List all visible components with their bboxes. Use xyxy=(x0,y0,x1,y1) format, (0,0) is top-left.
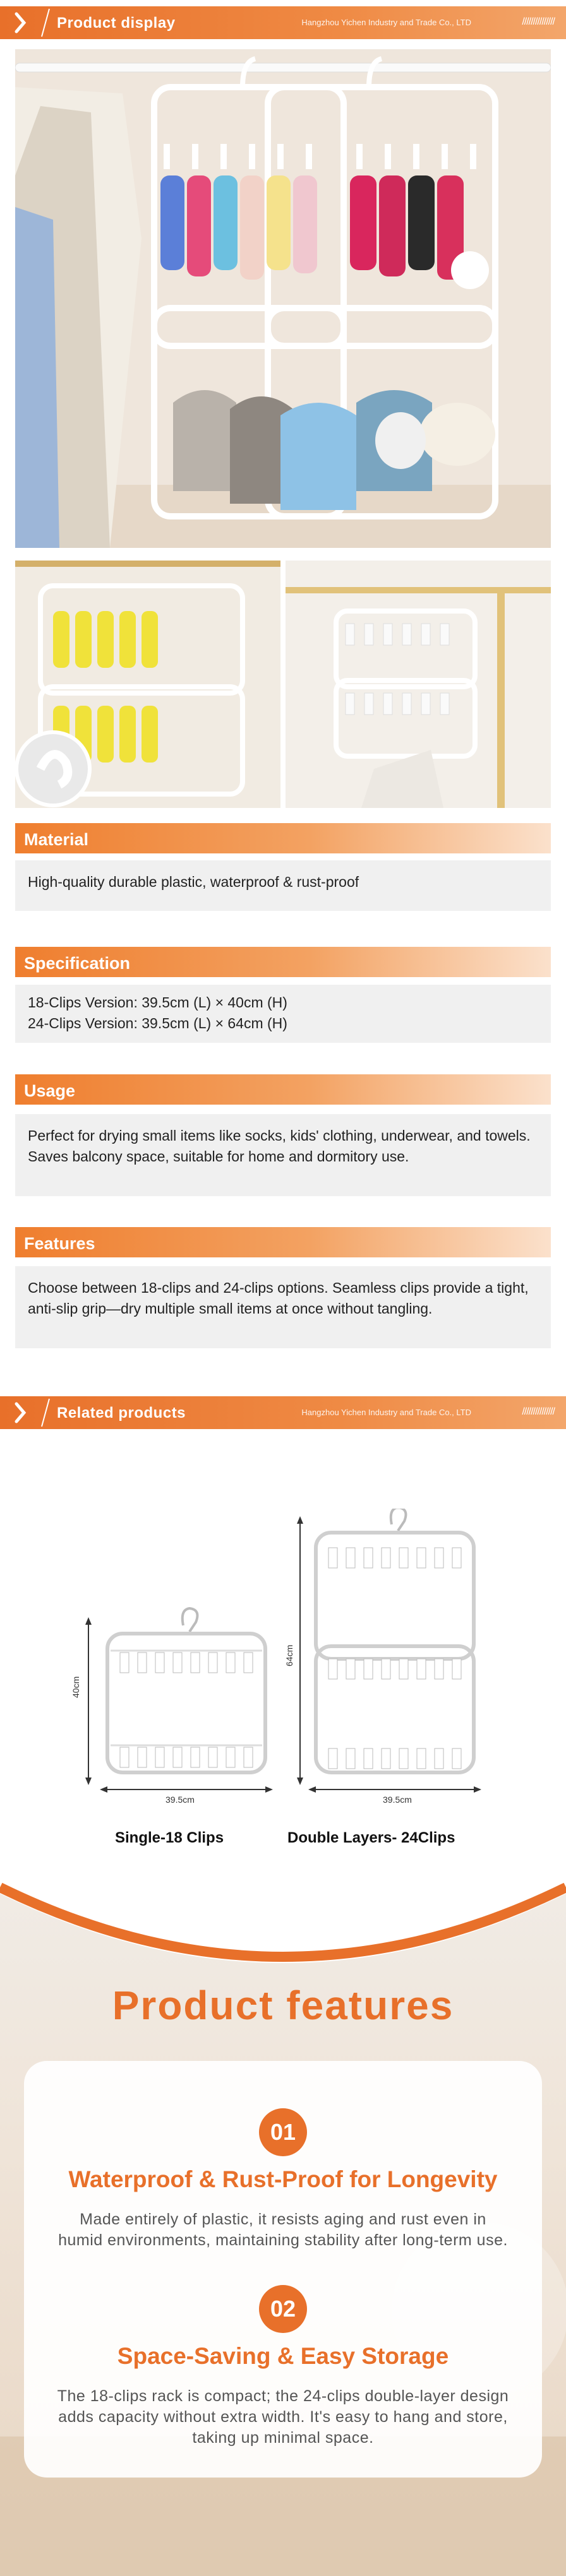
material-box xyxy=(15,860,551,911)
product-photo-main xyxy=(15,49,551,548)
usage-box xyxy=(15,1114,551,1196)
chevron-right-icon xyxy=(9,1400,34,1425)
banner-title: Related products xyxy=(57,1404,186,1422)
divider-slash-icon xyxy=(38,6,52,39)
specification-heading xyxy=(15,947,551,977)
features-heading xyxy=(15,1227,551,1257)
single-height-label: 40cm xyxy=(71,1676,81,1698)
specification-title: Specification xyxy=(24,954,131,973)
product-photo-yellow-socks xyxy=(15,561,280,808)
product-photo-gold-rack xyxy=(286,561,551,808)
double-product-label: Double Layers- 24Clips xyxy=(287,1829,455,1846)
usage-title: Usage xyxy=(24,1081,76,1100)
single-product-label: Single-18 Clips xyxy=(115,1829,224,1846)
features-title: Features xyxy=(24,1234,95,1253)
related-products-diagram xyxy=(0,1509,566,1812)
divider-slash-icon xyxy=(38,1396,52,1429)
single-width-label: 39.5cm xyxy=(166,1795,195,1805)
usage-heading xyxy=(15,1074,551,1105)
feature-1-heading: Waterproof & Rust-Proof for Longevity xyxy=(68,2166,498,2192)
double-rack-drawing xyxy=(297,1509,481,1793)
banner-slashes: /////////////// xyxy=(522,16,555,27)
rack-with-socks-and-caps-image xyxy=(15,49,551,548)
feature-1-text: Made entirely of plastic, it resists aging and rust even in humid environments, maintaining stability after long-term use. xyxy=(58,2211,508,2249)
related-products-banner xyxy=(0,1396,566,1429)
features-box xyxy=(15,1266,551,1348)
material-text: High-quality durable plastic, waterproof & rust-proof xyxy=(28,874,359,890)
feature-2-number: 02 xyxy=(259,2285,307,2333)
material-heading xyxy=(15,823,551,853)
chevron-right-icon xyxy=(9,10,34,35)
double-width-label: 39.5cm xyxy=(383,1795,412,1805)
banner-company: Hangzhou Yichen Industry and Trade Co., LTD xyxy=(301,1408,471,1417)
single-rack-drawing xyxy=(85,1608,273,1793)
banner-slashes: /////////////// xyxy=(522,1406,555,1417)
material-title: Material xyxy=(24,830,89,849)
double-height-label: 64cm xyxy=(284,1644,294,1666)
banner-title: Product display xyxy=(57,15,176,32)
specification-box xyxy=(15,985,551,1043)
product-display-banner xyxy=(0,6,566,39)
specification-line-2: 24-Clips Version: 39.5cm (L) × 64cm (H) xyxy=(28,1015,287,1031)
feature-1-number: 01 xyxy=(259,2108,307,2156)
rack-with-yellow-socks-image xyxy=(15,561,280,808)
usage-text: Perfect for drying small items like socks, kids' clothing, underwear, and towels. Saves balcony space, suitable for home and dormitory use. xyxy=(28,1127,531,1165)
feature-2-text: The 18-clips rack is compact; the 24-clips double-layer design adds capacity without extra width. It's easy to hang and store, taking up minimal space. xyxy=(57,2387,509,2447)
rack-on-gold-stand-image xyxy=(286,561,551,808)
feature-2-heading: Space-Saving & Easy Storage xyxy=(117,2343,449,2369)
product-features-title: Product features xyxy=(112,1983,454,2028)
banner-company: Hangzhou Yichen Industry and Trade Co., LTD xyxy=(301,18,471,27)
specification-line-1: 18-Clips Version: 39.5cm (L) × 40cm (H) xyxy=(28,994,287,1011)
features-text: Choose between 18-clips and 24-clips options. Seamless clips provide a tight, anti-slip grip—dry multiple small items at once without tangling. xyxy=(28,1279,529,1317)
